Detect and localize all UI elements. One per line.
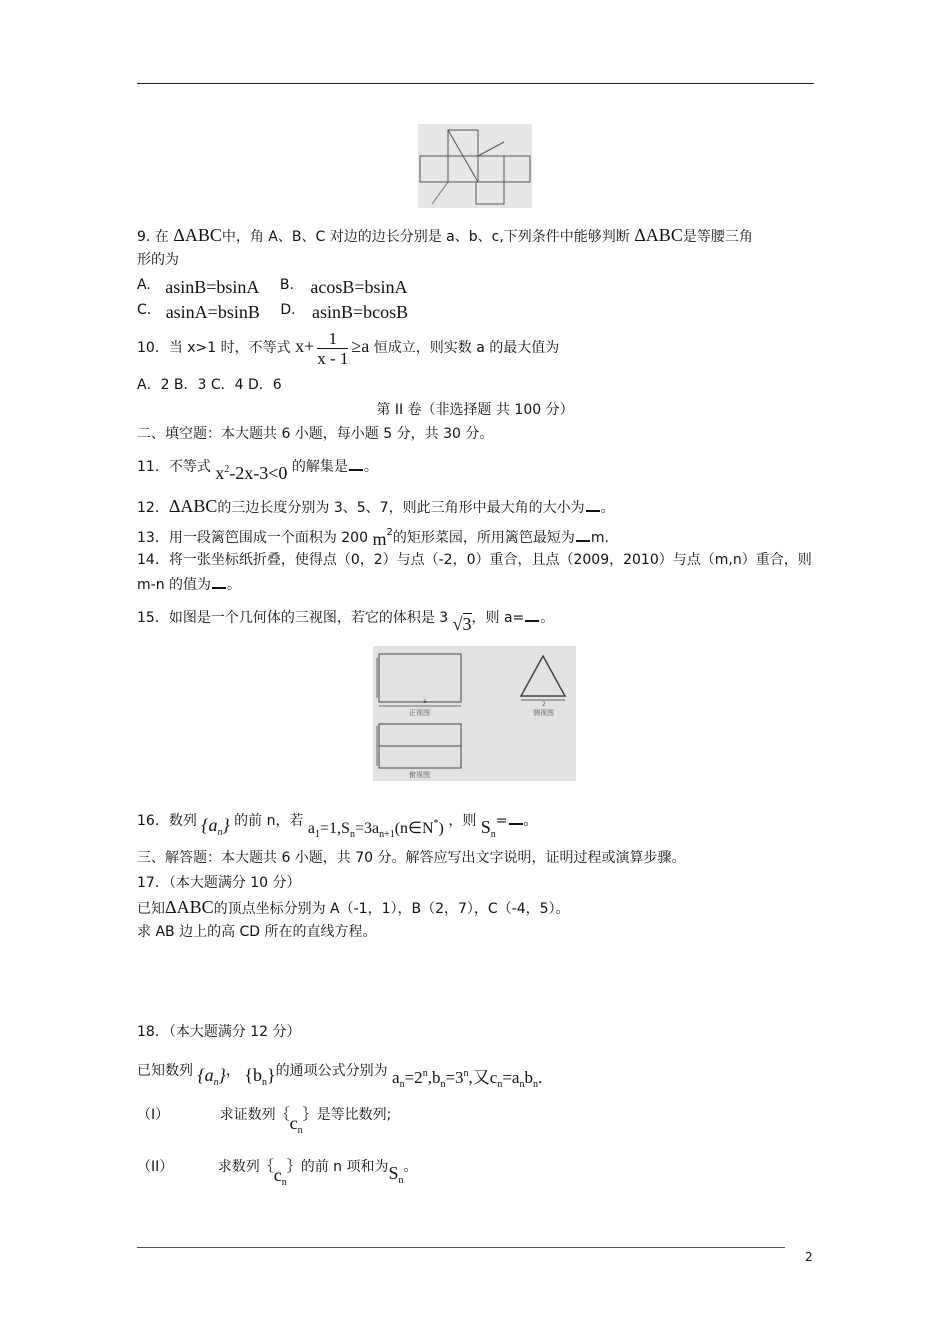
q10-frac-num: 1 bbox=[317, 329, 348, 349]
q18-f8: . bbox=[537, 1068, 543, 1087]
page-number: 2 bbox=[805, 1250, 813, 1264]
q12-end: 。 bbox=[600, 500, 615, 516]
q15-sqrt: √3 bbox=[452, 614, 472, 634]
fig2-label-top: 俯视图 bbox=[409, 771, 430, 779]
q18-comma: ， bbox=[225, 1063, 240, 1079]
q18-part2-end: 。 bbox=[403, 1159, 418, 1175]
q16-s-sub: n bbox=[490, 829, 496, 840]
q9-option-c-label: C. bbox=[137, 302, 152, 318]
q18-part1-label: （I） bbox=[137, 1107, 170, 1123]
q12-answer-blank bbox=[586, 498, 600, 512]
q13-end: m. bbox=[590, 530, 609, 546]
q10-options: A．2 B．3 C．4 D．6 bbox=[137, 377, 282, 393]
q11-rest: -2x-3<0 bbox=[229, 463, 288, 483]
q9-middle: 中，角 A、B、C 对边的边长分别是 a、b、c,下列条件中能够判断 bbox=[221, 229, 630, 245]
fig2-label-side: 侧视图 bbox=[533, 709, 554, 717]
q13-unit: m bbox=[372, 529, 387, 549]
q15-line bbox=[137, 604, 555, 634]
q14-line2 bbox=[137, 575, 241, 594]
q17-title: 17．（本大题满分 10 分） bbox=[137, 875, 301, 891]
q18-part2-c: c bbox=[273, 1165, 282, 1185]
q18-f2-sup: n bbox=[422, 1068, 428, 1079]
q16-end: 。 bbox=[523, 813, 538, 829]
q16-seq: {a bbox=[201, 815, 218, 835]
q18-seq-a-end: } bbox=[218, 1065, 226, 1085]
q18-part2-label: （II） bbox=[137, 1159, 174, 1175]
q16-cond-a-sub: 1 bbox=[315, 829, 321, 840]
q11-suffix: 的解集是 bbox=[291, 459, 348, 475]
q18-part1-end: ｝是等比数列; bbox=[302, 1107, 392, 1123]
q18-f6: =a bbox=[502, 1068, 520, 1087]
fill-heading: 二、填空题：本大题共 6 小题，每小题 5 分，共 30 分。 bbox=[137, 426, 494, 442]
q10-expr-right: ≥a bbox=[351, 336, 370, 356]
fig2-label-front: 正视图 bbox=[409, 709, 430, 717]
q15-rest: ，则 a= bbox=[471, 610, 525, 626]
q16-then: ，则 bbox=[448, 813, 477, 829]
q17-text: 的顶点坐标分别为 A（-1，1），B（2，7），C（-4，5）。 bbox=[213, 901, 570, 917]
q18-f6-sub: n bbox=[519, 1079, 525, 1090]
q18-part2-s-sub: n bbox=[398, 1175, 404, 1186]
q18-f2: =2 bbox=[404, 1068, 423, 1087]
q18-part1-cn bbox=[289, 1113, 303, 1136]
figure-net-diagram bbox=[418, 124, 532, 208]
q9-option-b: acosB=bsinA bbox=[310, 277, 408, 297]
q10-suffix: 恒成立，则实数 a 的最大值为 bbox=[373, 340, 560, 356]
q16-mid: 的前 n，若 bbox=[234, 813, 304, 829]
q10-prefix: 10．当 x>1 时，不等式 bbox=[137, 340, 291, 356]
q11-x: x bbox=[215, 463, 225, 483]
net-diagram-svg bbox=[418, 124, 532, 208]
q16-seq-sub: n bbox=[217, 827, 223, 838]
q18-f4-sup: n bbox=[463, 1068, 469, 1079]
q18-f3-sub: n bbox=[440, 1079, 446, 1090]
q18-f4: =3 bbox=[445, 1068, 464, 1087]
q16-sn bbox=[480, 817, 496, 840]
q11-line bbox=[137, 450, 378, 483]
q16-cond-a2-sub: n+1 bbox=[379, 829, 395, 840]
q18-part2-c-sub: n bbox=[281, 1177, 287, 1188]
q16-cond-3: (n∈N bbox=[394, 820, 434, 837]
q18-seq-a-text: {a bbox=[197, 1065, 214, 1085]
q9-suffix: 是等腰三角 bbox=[682, 229, 753, 245]
q18-part2-text: 求数列｛ bbox=[217, 1159, 274, 1175]
q16-cond-4: ) bbox=[438, 820, 444, 837]
q16-seq-end: } bbox=[222, 815, 230, 835]
q9-option-d: asinB=bcosB bbox=[312, 302, 409, 322]
q12-text: 的三边长度分别为 3、5、7，则此三角形中最大角的大小为 bbox=[217, 500, 585, 516]
q13-text: 13．用一段篱笆围成一个面积为 200 bbox=[137, 530, 368, 546]
footer-rule bbox=[137, 1247, 785, 1248]
q16-cond-a: a bbox=[307, 820, 316, 837]
q17-line2: 求 AB 边上的高 CD 所在的直线方程。 bbox=[137, 924, 377, 940]
q12-line bbox=[137, 497, 615, 517]
q9-line2: 形的为 bbox=[137, 252, 179, 268]
section2-title: 第 II 卷（非选择题 共 100 分） bbox=[376, 402, 574, 418]
q16-cond-2: =3a bbox=[354, 820, 380, 837]
q9-line1 bbox=[137, 226, 753, 246]
q15-end: 。 bbox=[540, 610, 555, 626]
header-rule bbox=[137, 83, 814, 84]
q16-s: S bbox=[480, 817, 491, 837]
q12-triangle: ΔABC bbox=[168, 496, 218, 516]
q13-exponent: 2 bbox=[386, 527, 393, 538]
q9-option-a-label: A. bbox=[137, 277, 151, 293]
q18-f5: ,又c bbox=[468, 1068, 498, 1087]
q9-options-cd bbox=[137, 301, 408, 323]
q13-answer-blank bbox=[576, 528, 590, 542]
q18-f7-sub: n bbox=[532, 1079, 538, 1090]
q10-line bbox=[137, 325, 559, 369]
q18-f1-sub: n bbox=[399, 1079, 405, 1090]
figure-three-views bbox=[373, 646, 576, 781]
q17-triangle: ΔABC bbox=[165, 897, 214, 917]
q10-fraction bbox=[317, 329, 348, 368]
q11-prefix: 11．不等式 bbox=[137, 459, 211, 475]
q17-pre: 已知 bbox=[137, 901, 165, 917]
q9-triangle-2: ΔABC bbox=[634, 225, 683, 245]
q18-f5-sub: n bbox=[497, 1079, 503, 1090]
q11-answer-blank bbox=[349, 457, 363, 471]
q18-part2 bbox=[137, 1152, 418, 1186]
q15-root-value: 3 bbox=[462, 614, 472, 634]
q18-part1-c: c bbox=[289, 1113, 298, 1133]
q18-part2-mid: ｝的前 n 项和为 bbox=[286, 1159, 389, 1175]
q16-answer-blank bbox=[509, 811, 523, 825]
q16-cond-1: =1,S bbox=[320, 820, 350, 837]
q18-seq-b-sub: n bbox=[261, 1077, 267, 1088]
q16-cond-star: * bbox=[433, 818, 439, 829]
q18-mid: 的通项公式分别为 bbox=[275, 1063, 388, 1079]
q18-f7: b bbox=[524, 1068, 533, 1087]
q18-seq-b-end: } bbox=[266, 1065, 276, 1085]
q14-line1: 14．将一张坐标纸折叠，使得点（0，2）与点（-2，0）重合，且点（2009，2010）与点（m,n）重合，则 bbox=[137, 552, 812, 568]
fig2-label-two: 2 bbox=[542, 701, 546, 708]
solve-heading: 三、解答题：本大题共 6 小题，共 70 分。解答应写出文字说明，证明过程或演算步骤。 bbox=[137, 850, 686, 866]
q17-line1 bbox=[137, 898, 570, 918]
q18-f3: ,b bbox=[427, 1068, 441, 1087]
q10-frac-den: x - 1 bbox=[317, 348, 349, 368]
q15-text: 15．如图是一个几何体的三视图，若它的体积是 3 bbox=[137, 610, 449, 626]
q16-line bbox=[137, 800, 538, 843]
q12-prefix: 12． bbox=[137, 500, 169, 516]
q14-line2-text: m-n 的值为 bbox=[137, 577, 212, 593]
q18-part2-s: S bbox=[388, 1163, 399, 1183]
q18-seq-a-sub: n bbox=[213, 1077, 219, 1088]
q9-options-ab bbox=[137, 276, 408, 298]
q18-part1-c-sub: n bbox=[297, 1125, 303, 1136]
q18-seq-b-text: {b bbox=[244, 1065, 262, 1085]
q14-answer-blank bbox=[212, 575, 226, 589]
three-views-svg bbox=[373, 646, 576, 781]
q16-sequence bbox=[201, 815, 230, 838]
q18-title: 18．（本大题满分 12 分） bbox=[137, 1024, 301, 1040]
q16-prefix: 16．数列 bbox=[137, 813, 197, 829]
q11-end: 。 bbox=[363, 459, 378, 475]
q18-part2-cn bbox=[273, 1165, 287, 1188]
q18-part2-sn bbox=[388, 1163, 404, 1186]
q15-answer-blank bbox=[525, 608, 539, 622]
q18-f1: a bbox=[392, 1068, 400, 1087]
q13-line bbox=[137, 524, 609, 547]
q18-line1 bbox=[137, 1052, 542, 1091]
q18-seq-a bbox=[197, 1065, 226, 1088]
q9-triangle: ΔABC bbox=[173, 225, 222, 245]
q18-seq-b bbox=[244, 1065, 276, 1088]
q9-prefix: 9. 在 bbox=[137, 229, 169, 245]
q9-option-a: asinB=bsinA bbox=[165, 277, 260, 297]
q16-cond-s-sub: n bbox=[349, 829, 355, 840]
q18-pre: 已知数列 bbox=[137, 1063, 193, 1079]
q9-option-d-label: D. bbox=[280, 302, 296, 318]
q13-rest: 的矩形菜园，所用篱笆最短为 bbox=[392, 530, 575, 546]
q10-expr-left: x+ bbox=[295, 336, 315, 356]
q16-eq: = bbox=[495, 813, 508, 829]
q18-formula bbox=[392, 1068, 543, 1090]
q9-option-c: asinA=bsinB bbox=[165, 302, 260, 322]
q11-exponent: 2 bbox=[224, 464, 230, 475]
q11-inequality bbox=[215, 463, 287, 483]
q18-part1 bbox=[137, 1100, 391, 1134]
fig2-label-a: a bbox=[423, 698, 427, 705]
q14-end: 。 bbox=[227, 577, 242, 593]
q18-part1-text: 求证数列｛ bbox=[219, 1107, 290, 1123]
q9-option-b-label: B. bbox=[279, 277, 294, 293]
q16-condition bbox=[307, 818, 444, 840]
